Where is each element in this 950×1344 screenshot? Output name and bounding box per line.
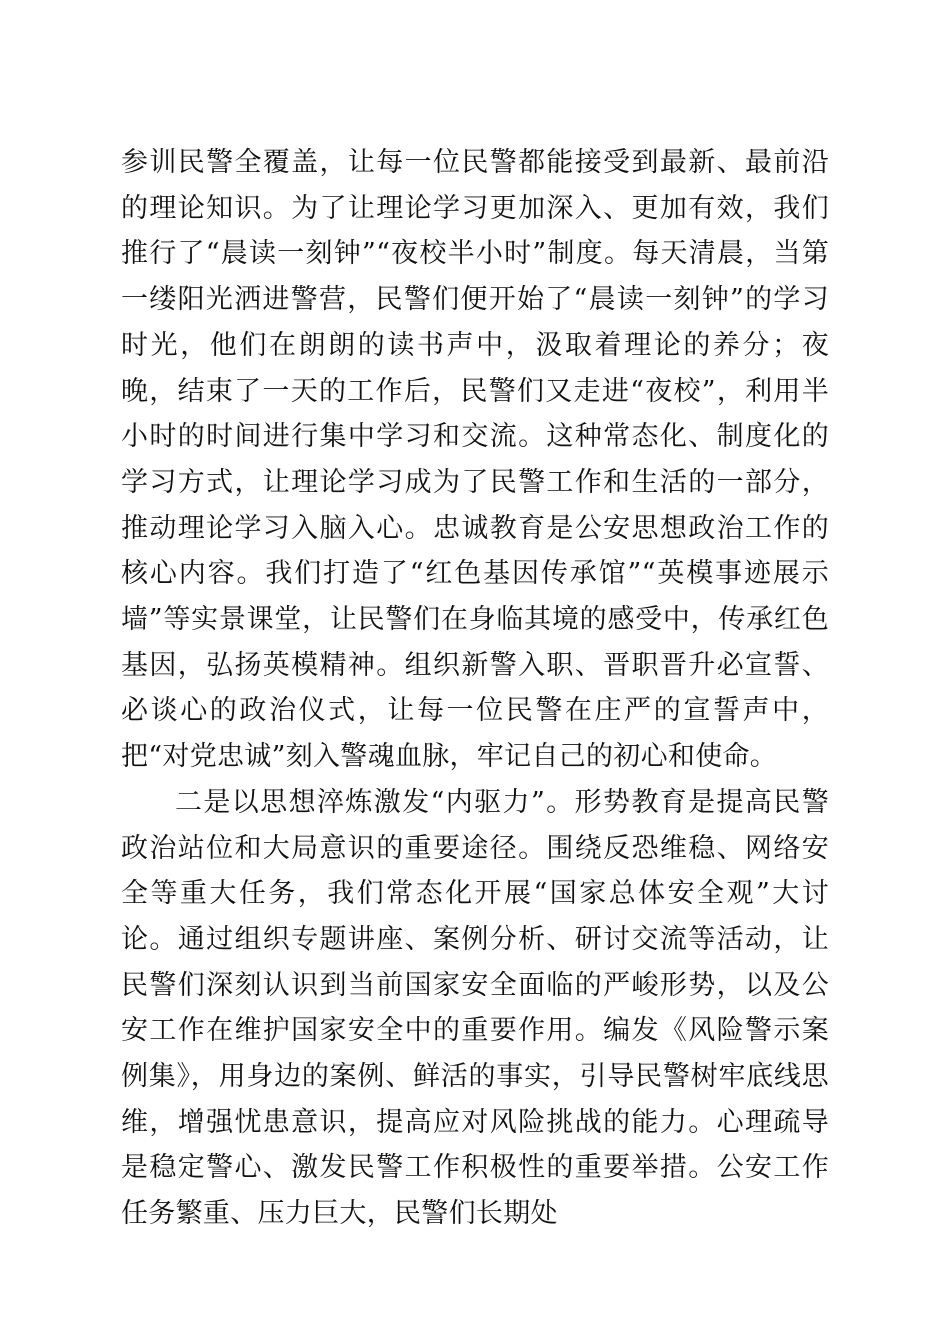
document-body <box>121 140 829 1237</box>
paragraph-2: 二是以思想淬炼激发“内驱力”。形势教育是提高民警政治站位和大局意识的重要途径。围绕反恐维稳、网络安全等重大任务，我们常态化开展“国家总体安全观”大讨论。通过组织专题讲座、案例分析、研讨交流等活动，让民警们深刻认识到当前国家安全面临的严峻形势，以及公安工作在维护国家安全中的重要作用。编发《风险警示案例集》，用身边的案例、鲜活的事实，引导民警树牢底线思维，增强忧患意识，提高应对风险挑战的能力。心理疏导是稳定警心、激发民警工作积极性的重要举措。公安工作任务繁重、压力巨大，民警们长期处 <box>121 786 829 1230</box>
paragraph-1: 参训民警全覆盖，让每一位民警都能接受到最新、最前沿的理论知识。为了让理论学习更加深入、更加有效，我们推行了“晨读一刻钟”“夜校半小时”制度。每天清晨，当第一缕阳光洒进警营，民警们便开始了“晨读一刻钟”的学习时光，他们在朗朗的读书声中，汲取着理论的养分；夜晚，结束了一天的工作后，民警们又走进“夜校”，利用半小时的时间进行集中学习和交流。这种常态化、制度化的学习方式，让理论学习成为了民警工作和生活的一部分，推动理论学习入脑入心。忠诚教育是公安思想政治工作的核心内容。我们打造了“红色基因传承馆”“英模事迹展示墙”等实景课堂，让民警们在身临其境的感受中，传承红色基因，弘扬英模精神。组织新警入职、晋职晋升必宣誓、必谈心的政治仪式，让每一位民警在庄严的宣誓声中，把“对党忠诚”刻入警魂血脉，牢记自己的初心和使命。 <box>121 147 829 773</box>
